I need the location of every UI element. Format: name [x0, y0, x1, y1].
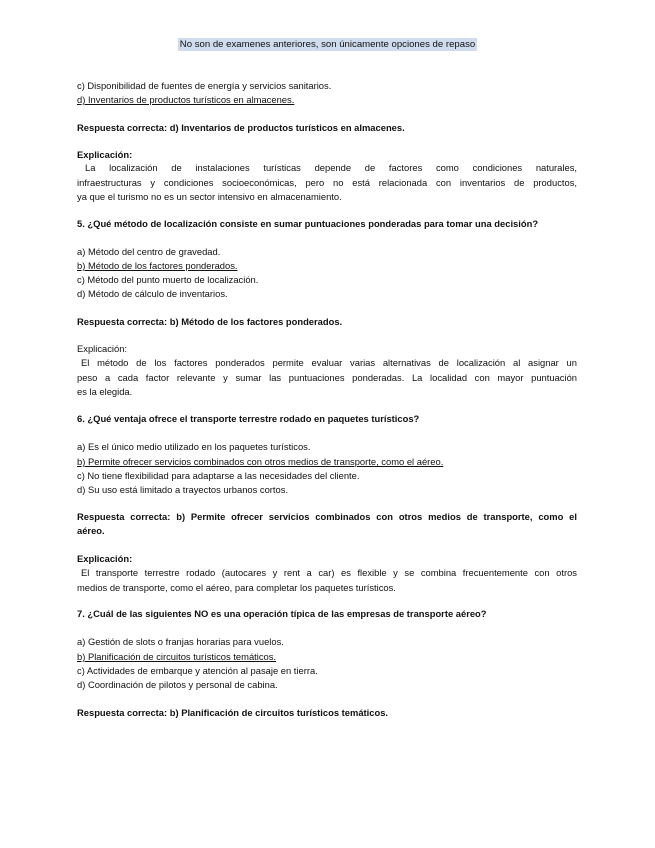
- q6-option-c: c) No tiene flexibilidad para adaptarse a las necesidades del cliente.: [77, 470, 360, 481]
- q4-option-d: d) Inventarios de productos turísticos en almacenes.: [77, 94, 295, 105]
- q5-answer: Respuesta correcta: b) Método de los factores ponderados.: [77, 316, 343, 327]
- q6-answer-line: Respuesta correcta: b) Permite ofrecer servicios combinados con otros medios de transporte, como el: [77, 511, 577, 522]
- q4-explanation-line: infraestructuras y condiciones socioeconómicas, pero no está relacionada con inventarios de productos,: [77, 177, 577, 188]
- q6-explanation-label: Explicación:: [77, 553, 133, 564]
- q5-question: 5. ¿Qué método de localización consiste en sumar puntuaciones ponderadas para tomar una decisión?: [77, 218, 539, 229]
- q7-answer: Respuesta correcta: b) Planificación de circuitos turísticos temáticos.: [77, 707, 389, 718]
- q7-option-b: b) Planificación de circuitos turísticos temáticos.: [77, 651, 277, 662]
- q5-explanation-line: peso a cada factor relevante y sumar las puntuaciones ponderadas. La localidad con mayor puntuación: [77, 372, 577, 383]
- q7-option-a: a) Gestión de slots o franjas horarias para vuelos.: [77, 636, 284, 647]
- q5-option-c: c) Método del punto muerto de localización.: [77, 274, 259, 285]
- q6-explanation-line: El transporte terrestre rodado (autocares y rent a car) es flexible y se combina frecuentemente con otros: [81, 567, 577, 578]
- q6-option-a: a) Es el único medio utilizado en los paquetes turísticos.: [77, 441, 311, 452]
- q6-option-b: b) Permite ofrecer servicios combinados con otros medios de transporte, como el aéreo.: [77, 456, 444, 467]
- q6-option-d: d) Su uso está limitado a trayectos urbanos cortos.: [77, 484, 289, 495]
- q7-option-c: c) Actividades de embarque y atención al pasaje en tierra.: [77, 665, 318, 676]
- q5-option-b: b) Método de los factores ponderados.: [77, 260, 238, 271]
- header-note: No son de examenes anteriores, son únicamente opciones de repaso: [179, 39, 476, 50]
- q5-option-a: a) Método del centro de gravedad.: [77, 246, 221, 257]
- q7-question: 7. ¿Cuál de las siguientes NO es una operación típica de las empresas de transporte aéreo?: [77, 608, 487, 619]
- q6-answer-line: aéreo.: [77, 525, 105, 536]
- q6-question: 6. ¿Qué ventaja ofrece el transporte terrestre rodado en paquetes turísticos?: [77, 413, 420, 424]
- q4-explanation-line: La localización de instalaciones turísticas depende de factores como condiciones naturales,: [85, 162, 577, 173]
- q6-explanation-line: medios de transporte, como el aéreo, para completar los paquetes turísticos.: [77, 582, 396, 593]
- q5-explanation-line: es la elegida.: [77, 386, 133, 397]
- q4-answer: Respuesta correcta: d) Inventarios de productos turísticos en almacenes.: [77, 122, 405, 133]
- q4-explanation-line: ya que el turismo no es un sector intensivo en almacenamiento.: [77, 191, 342, 202]
- q5-explanation-label: Explicación:: [77, 343, 128, 354]
- q4-explanation-label: Explicación:: [77, 149, 133, 160]
- q4-option-c: c) Disponibilidad de fuentes de energía y servicios sanitarios.: [77, 80, 332, 91]
- q5-option-d: d) Método de cálculo de inventarios.: [77, 288, 228, 299]
- page-header: [0, 38, 655, 52]
- q7-option-d: d) Coordinación de pilotos y personal de cabina.: [77, 679, 278, 690]
- q5-explanation-line: El método de los factores ponderados permite evaluar varias alternativas de localización al asignar un: [81, 357, 577, 368]
